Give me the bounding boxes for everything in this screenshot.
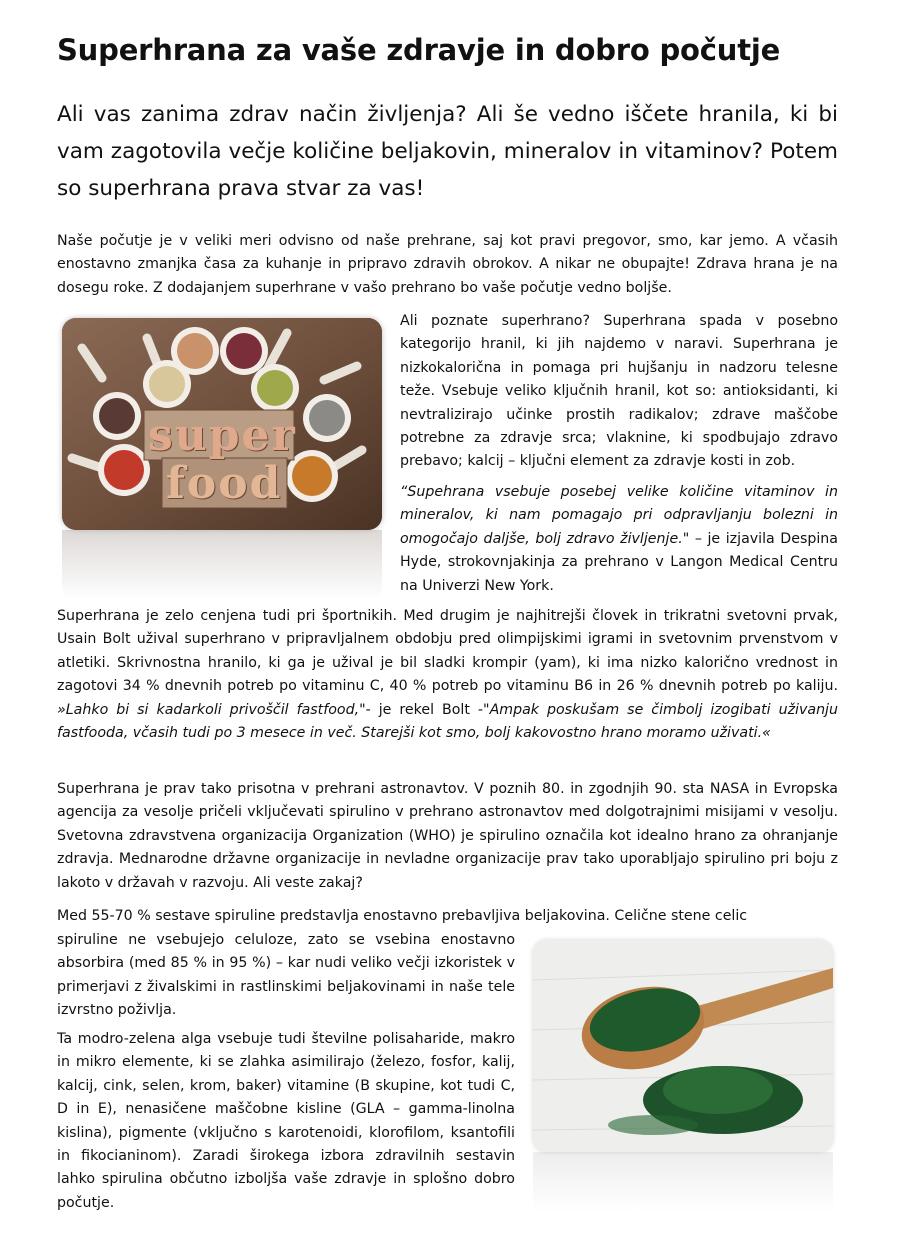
- article-title: Superhrana za vaše zdravje in dobro počutje: [57, 33, 781, 67]
- bolt-quote-mid: - je rekel Bolt -: [365, 701, 484, 718]
- spirulina-image-reflection: [533, 1152, 833, 1212]
- superfood-image: [62, 318, 382, 530]
- paragraph-athletes: [57, 605, 838, 745]
- superfood-word-food: food: [166, 458, 283, 509]
- bolt-quote-2: "Ampak poskušam se čimbolj izogibati uživanju fastfooda, včasih tudi po 3 mesece in več. Starejši kot smo, bolj kakovostno hrano moramo uživati.«: [57, 701, 838, 742]
- paragraph-what-is-superfood: Ali poznate superhrano? Superhrana spada v posebno kategorijo hranil, ki jih najdemo v naravi. Superhrana je nizkokalorična in pomaga pri hujšanju in nadzoru telesne teže. Vsebuje veliko ključnih hranil, kot so: antioksidanti, ki nevtralizirajo učinke prostih radikalov; zdrave maščobe potrebne za zdravje srca; vlaknine, ki spodbujajo zdravo prebavo; kalcij – ključni element za zdravje kosti in zob.: [400, 313, 838, 470]
- superfood-word-super: super: [148, 410, 297, 461]
- spirulina-illustration: [533, 940, 833, 1152]
- athletes-text: Superhrana je zelo cenjena tudi pri športnikih. Med drugim je najhitrejši človek in trikratni svetovni prvak, Usain Bolt užival superhrano v pripravljalnem obdobju pred olimpijskimi igrami in svetovnim prvenstvom v atletiki. Skrivnostna hranilo, ki ga je užival je bil sladki krompir (yam), ki ima nizko kalorično vrednost in zagotovi 34 % dnevnih potreb po vitaminu C, 40 % potreb po vitaminu B6 in 26 % dnevnih potreb po kaliju.: [57, 608, 838, 695]
- paragraph-astronauts: Superhrana je prav tako prisotna v prehrani astronavtov. V poznih 80. in zgodnjih 90. sta NASA in Evropska agencija za vesolje pričeli vključevati spirulino v prehrano astronavtov med dolgotrajnimi misijami v vesolju. Svetovna zdravstvena organizacija Organization (WHO) je spirulino označila kot idealno hrano za ohranjanje zdravja. Mednarodne državne organizacije in nevladne organizacije prav tako uporabljajo spirulino pri boju z lakoto v državah v razvoju. Ali veste zakaj?: [57, 781, 838, 891]
- quote-hyde-attribution: – je izjavila Despina Hyde, strokovnjakinja za prehrano v Langon Medical Centru na Univerzi New York.: [400, 530, 838, 594]
- article-lead: Ali vas zanima zdrav način življenja? Ali še vedno iščete hranila, ki bi vam zagotovila večje količine beljakovin, mineralov in vitaminov? Potem so superhrana prava stvar za vas!: [57, 102, 838, 201]
- paragraph-algae: Ta modro-zelena alga vsebuje tudi številne polisaharide, makro in mikro elemente, ki se zlahka asimilirajo (železo, fosfor, kalij, kalcij, cink, selen, krom, baker) vitamine (B skupine, kot tudi C, D in E), nenasičene maščobne kisline (GLA – gamma-linolna kislina), pigmente (vključno s karotenoidi, klorofilom, ksantofili in fikocianinom). Zaradi širokega izbora zdravilnih sestavin lahko spirulina občutno izboljša vaše zdravje in splošno dobro počutje.: [57, 1031, 515, 1211]
- superfood-image-reflection: [62, 530, 382, 600]
- paragraph-absorption: spiruline ne vsebujejo celuloze, zato se vsebina enostavno absorbira (med 85 % in 95 %) – kar nudi veliko večji izkoristek v primerjavi z živalskimi in rastlinskimi beljakovinami in naše tele izvrstno poživlja.: [57, 932, 515, 1019]
- paragraph-intro: Naše počutje je v veliki meri odvisno od naše prehrane, saj kot pravi pregovor, smo, kar jemo. A včasih enostavno zmanjka časa za kuhanje in pripravo zdravih obrokov. A nikar ne obupajte! Zdrava hrana je na dosegu roke. Z dodajanjem superhrane v vašo prehrano bo vaše počutje vedno boljše.: [57, 233, 838, 296]
- bolt-quote-1: »Lahko bi si kadarkoli privoščil fastfood,": [57, 701, 366, 718]
- paragraph-quote-hyde: [400, 481, 838, 598]
- quote-hyde: “Supehrana vsebuje posebej velike količine vitaminov in mineralov, ki nam pomagajo pri odpravljanju bolezni in omogočajo daljše, bolj zdravo življenje.": [400, 484, 838, 547]
- paragraph-protein: Med 55-70 % sestave spiruline predstavlja enostavno prebavljiva beljakovina. Celične stene celic: [57, 908, 748, 924]
- spirulina-image: [533, 940, 833, 1152]
